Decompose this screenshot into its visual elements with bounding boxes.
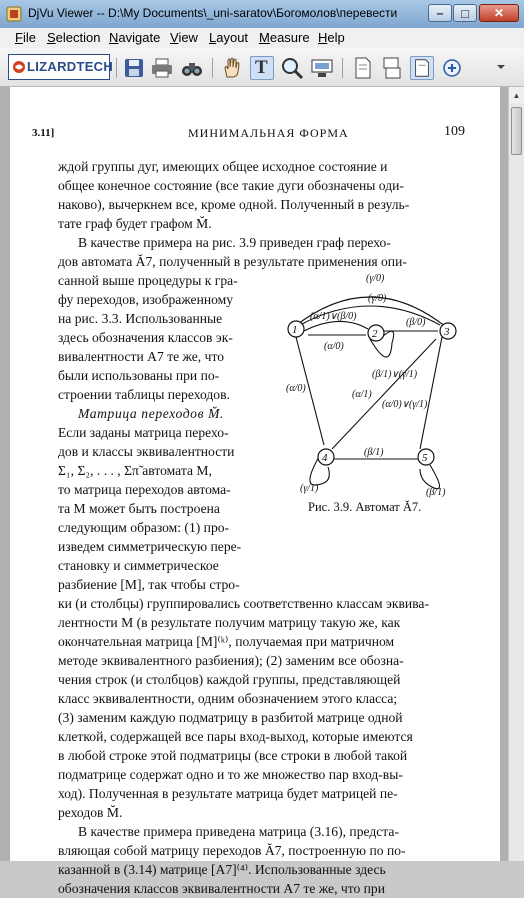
maximize-button[interactable] xyxy=(453,4,477,22)
graph-edge xyxy=(420,465,440,489)
edge-label: (γ/0) xyxy=(368,293,387,304)
text-line: В качестве примера приведена матрица (3.16), предста- xyxy=(78,824,399,839)
find-binoculars-icon[interactable] xyxy=(180,56,204,80)
text-line: наково), вычеркнем все, кроме одной. Полученный в резуль- xyxy=(58,197,410,212)
close-button[interactable] xyxy=(479,4,519,22)
text-line: Σ₁, Σ₂, . . . , Σπ̃ автомата M, xyxy=(58,463,212,478)
text-line: чения строк (и столбцов) каждой группы, представляющей xyxy=(58,672,401,687)
menu-view[interactable]: View xyxy=(170,30,198,45)
edge-label: (α/1)∨(β/0) xyxy=(310,311,357,322)
text-line: здесь обозначения классов эк- xyxy=(58,330,233,345)
facing-page-icon xyxy=(411,57,433,79)
text-line: строении таблицы переходов. xyxy=(58,387,230,402)
document-page xyxy=(10,87,500,896)
graph-edge xyxy=(332,339,436,449)
edge-label: (α/0) xyxy=(324,341,344,352)
edge-label: (β/1) xyxy=(364,447,384,458)
window-title: DjVu Viewer -- D:\My Documents\_uni-saratov\Богомолов\перевести xyxy=(28,6,398,20)
text-line: ждой группы дуг, имеющих общее исходное состояние и xyxy=(58,159,388,174)
text-line: на рис. 3.3. Использованные xyxy=(58,311,223,326)
zoom-magnifier-icon[interactable] xyxy=(280,56,304,80)
graph-edge xyxy=(420,337,442,449)
zoom-rectangle-icon[interactable] xyxy=(310,56,334,80)
text-line: в любой строке этой подматрицы (все строки в любой такой xyxy=(58,748,408,763)
scroll-thumb[interactable] xyxy=(511,107,522,155)
running-head-section: 3.11] xyxy=(32,127,55,139)
text-line: лентности M (в результате получим матрицу такую же, как xyxy=(58,615,401,630)
toolbar-overflow-icon[interactable] xyxy=(496,62,506,72)
menu-navigate[interactable]: Navigate xyxy=(109,30,161,45)
text-line: ход). Полученная в результате матрица будет матрицей пе- xyxy=(58,786,398,801)
running-head-title: МИНИМАЛЬНАЯ ФОРМА xyxy=(188,126,349,140)
toolbar-separator xyxy=(342,58,343,78)
text-line: дов и классы эквивалентности xyxy=(58,444,235,459)
text-line: вивалентности A7 те же, что xyxy=(58,349,224,364)
facing-page-tool[interactable] xyxy=(410,56,434,80)
edge-label: (α/1) xyxy=(352,389,372,400)
text-select-icon: T xyxy=(255,57,268,78)
toolbar-separator xyxy=(116,58,117,78)
save-icon[interactable] xyxy=(122,56,146,80)
text-line: становку и симметрическое xyxy=(58,558,219,573)
page-number: 109 xyxy=(444,124,465,139)
graph-node-label: 3 xyxy=(444,326,450,338)
edge-label: (γ/1) xyxy=(300,483,319,494)
graph-node-label: 5 xyxy=(422,452,428,464)
text-line: вляющая собой матрицу переходов Ă7, построенную по по- xyxy=(58,843,406,858)
close-icon: ✕ xyxy=(493,6,505,20)
figure-caption: Рис. 3.9. Автомат Ă7. xyxy=(308,500,422,514)
minimize-icon: – xyxy=(436,6,444,20)
zoom-in-icon[interactable] xyxy=(440,56,464,80)
text-line: изведем симметрическую пере- xyxy=(58,539,242,554)
print-icon[interactable] xyxy=(150,56,174,80)
text-line: подматрице содержат одно и то же множество пар вход-вы- xyxy=(58,767,403,782)
lizardtech-logo: LIZARDTECH xyxy=(8,54,110,80)
menu-selection[interactable]: Selection xyxy=(47,30,101,45)
edge-label: (β/1)∨(γ/1) xyxy=(372,369,418,380)
text-line: общее конечное состояние (все такие дуги обозначены оди- xyxy=(58,178,404,193)
graph-node-label: 4 xyxy=(322,452,328,464)
text-line: санной выше процедуры к гра- xyxy=(58,273,238,288)
minimize-button[interactable] xyxy=(428,4,452,22)
toolbar-separator xyxy=(212,58,213,78)
text-line: следующим образом: (1) про- xyxy=(58,520,230,535)
graph-edge xyxy=(304,321,368,331)
title-bar xyxy=(0,0,524,29)
text-line: дов автомата Ă7, полученный в результате применения опи- xyxy=(58,254,407,269)
hand-pan-icon[interactable] xyxy=(220,56,244,80)
text-line: были использованы при по- xyxy=(58,368,220,383)
subsection-heading: Матрица переходов M̆. xyxy=(78,406,224,421)
text-line: окончательная матрица [M]⁽ᵏ⁾, получаемая при матричном xyxy=(58,634,395,649)
edge-label: (α/0) xyxy=(286,383,306,394)
state-graph-figure xyxy=(280,273,466,497)
graph-node-label: 1 xyxy=(292,324,298,336)
text-line: В качестве примера на рис. 3.9 приведен граф перехо- xyxy=(78,235,391,250)
scroll-up-arrow[interactable]: ▲ xyxy=(509,87,524,103)
single-page-icon[interactable] xyxy=(350,56,374,80)
text-line: то матрица переходов автома- xyxy=(58,482,231,497)
menu-layout[interactable]: Layout xyxy=(209,30,249,45)
menu-measure[interactable]: Measure xyxy=(259,30,310,45)
djvu-app-icon xyxy=(6,6,22,22)
graph-node-label: 2 xyxy=(372,328,378,340)
lizard-logo-icon xyxy=(12,60,26,74)
text-line: фу переходов, изображенному xyxy=(58,292,234,307)
document-viewport[interactable] xyxy=(0,87,508,896)
menu-file[interactable]: File xyxy=(15,30,36,45)
maximize-icon: □ xyxy=(461,5,469,21)
text-line: казанной в (3.14) матрице [A7]⁽⁴⁾. Использованные здесь xyxy=(58,862,386,877)
text-select-tool[interactable] xyxy=(250,56,274,80)
text-line: класс эквивалентности, одним обозначением этого класса; xyxy=(58,691,398,706)
text-line: ки (и столбцы) группировались соответственно классам эквива- xyxy=(58,596,429,611)
menu-bar xyxy=(0,28,524,49)
continuous-page-icon[interactable] xyxy=(380,56,404,80)
edge-label: (β/1) xyxy=(426,487,446,498)
text-line: тате граф будет графом M̆. xyxy=(58,216,212,231)
vertical-scrollbar[interactable] xyxy=(508,87,524,861)
text-line: реходов M̆. xyxy=(58,805,123,820)
edge-label: (α/0)∨(γ/1) xyxy=(382,399,428,410)
text-line: клеткой, содержащей все пары вход-выход, которые имеются xyxy=(58,729,413,744)
text-line: методе эквивалентного разбиения); (2) заменим все обозна- xyxy=(58,653,404,668)
text-line: Если заданы матрица перехо- xyxy=(58,425,229,440)
text-line: обозначения классов эквивалентности A7 те же, что при xyxy=(58,881,385,896)
text-line: та M может быть построена xyxy=(58,501,220,516)
text-line: разбиение [M], так чтобы стро- xyxy=(58,577,240,592)
menu-help[interactable]: Help xyxy=(318,30,345,45)
text-line: (3) заменим каждую подматрицу в разбитой матрице одной xyxy=(58,710,403,725)
edge-label: (γ/0) xyxy=(366,273,385,284)
toolbar xyxy=(0,48,524,87)
edge-label: (β/0) xyxy=(406,317,426,328)
